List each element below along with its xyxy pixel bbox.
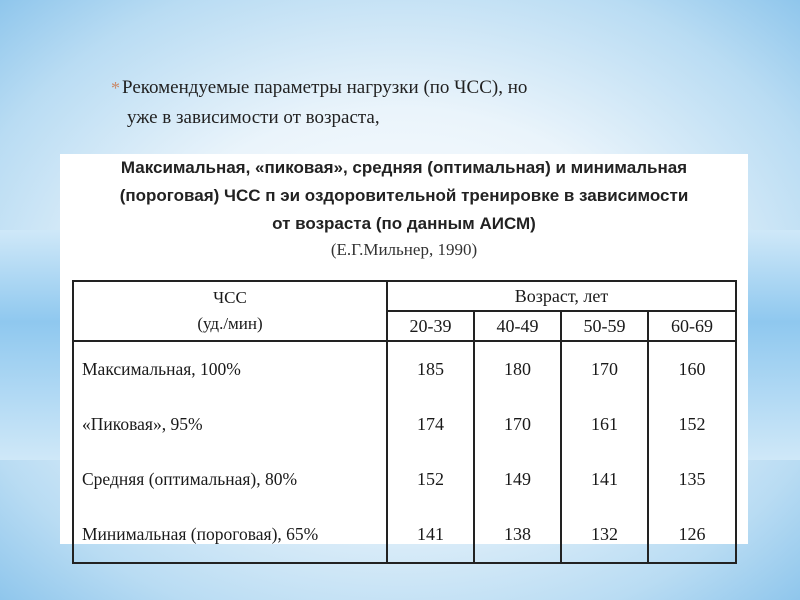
table-row xyxy=(73,507,736,563)
header-age-group: 40-49 xyxy=(474,311,561,341)
bullet-line-1: Рекомендуемые параметры нагрузки (по ЧСС), но xyxy=(122,77,528,98)
table-figure xyxy=(60,154,748,544)
row-label: Средняя (оптимальная), 80% xyxy=(73,452,387,507)
caption-source: (Е.Г.Мильнер, 1990) xyxy=(330,240,478,259)
header-age: Возраст, лет xyxy=(387,281,736,311)
table-row xyxy=(73,452,736,507)
table-cell: 138 xyxy=(474,507,561,563)
table-row xyxy=(73,341,736,397)
table-cell: 152 xyxy=(387,452,474,507)
caption-line-1: Максимальная, «пиковая», средняя (оптимальная) и минимальная xyxy=(120,158,688,177)
row-label: Минимальная (пороговая), 65% xyxy=(73,507,387,563)
background-band-left xyxy=(0,230,60,460)
table-cell: 152 xyxy=(648,397,736,452)
table-cell: 170 xyxy=(561,341,648,397)
heart-rate-table xyxy=(72,280,737,564)
table-cell: 185 xyxy=(387,341,474,397)
table-row xyxy=(73,397,736,452)
header-age-group: 60-69 xyxy=(648,311,736,341)
table-cell: 161 xyxy=(561,397,648,452)
table-cell: 126 xyxy=(648,507,736,563)
table-cell: 132 xyxy=(561,507,648,563)
table-cell: 160 xyxy=(648,341,736,397)
row-label: Максимальная, 100% xyxy=(73,341,387,397)
bullet-text xyxy=(111,73,671,133)
header-age-group: 50-59 xyxy=(561,311,648,341)
bullet-line-2: уже в зависимости от возраста, xyxy=(127,107,380,128)
header-hr-line-1: ЧСС xyxy=(213,288,247,307)
table-cell: 141 xyxy=(387,507,474,563)
table-cell: 141 xyxy=(561,452,648,507)
header-age-group: 20-39 xyxy=(387,311,474,341)
table-cell: 149 xyxy=(474,452,561,507)
header-hr-line-2: (уд./мин) xyxy=(197,314,263,333)
table-cell: 135 xyxy=(648,452,736,507)
background-band-right xyxy=(748,230,800,460)
table-cell: 180 xyxy=(474,341,561,397)
caption-line-2: (пороговая) ЧСС п эи оздоровительной тренировке в зависимости xyxy=(119,186,689,205)
table-cell: 174 xyxy=(387,397,474,452)
header-hr xyxy=(73,281,387,341)
caption-line-3: от возраста (по данным АИСМ) xyxy=(272,214,536,233)
bullet-marker: * xyxy=(111,78,120,98)
row-label: «Пиковая», 95% xyxy=(73,397,387,452)
table-cell: 170 xyxy=(474,397,561,452)
